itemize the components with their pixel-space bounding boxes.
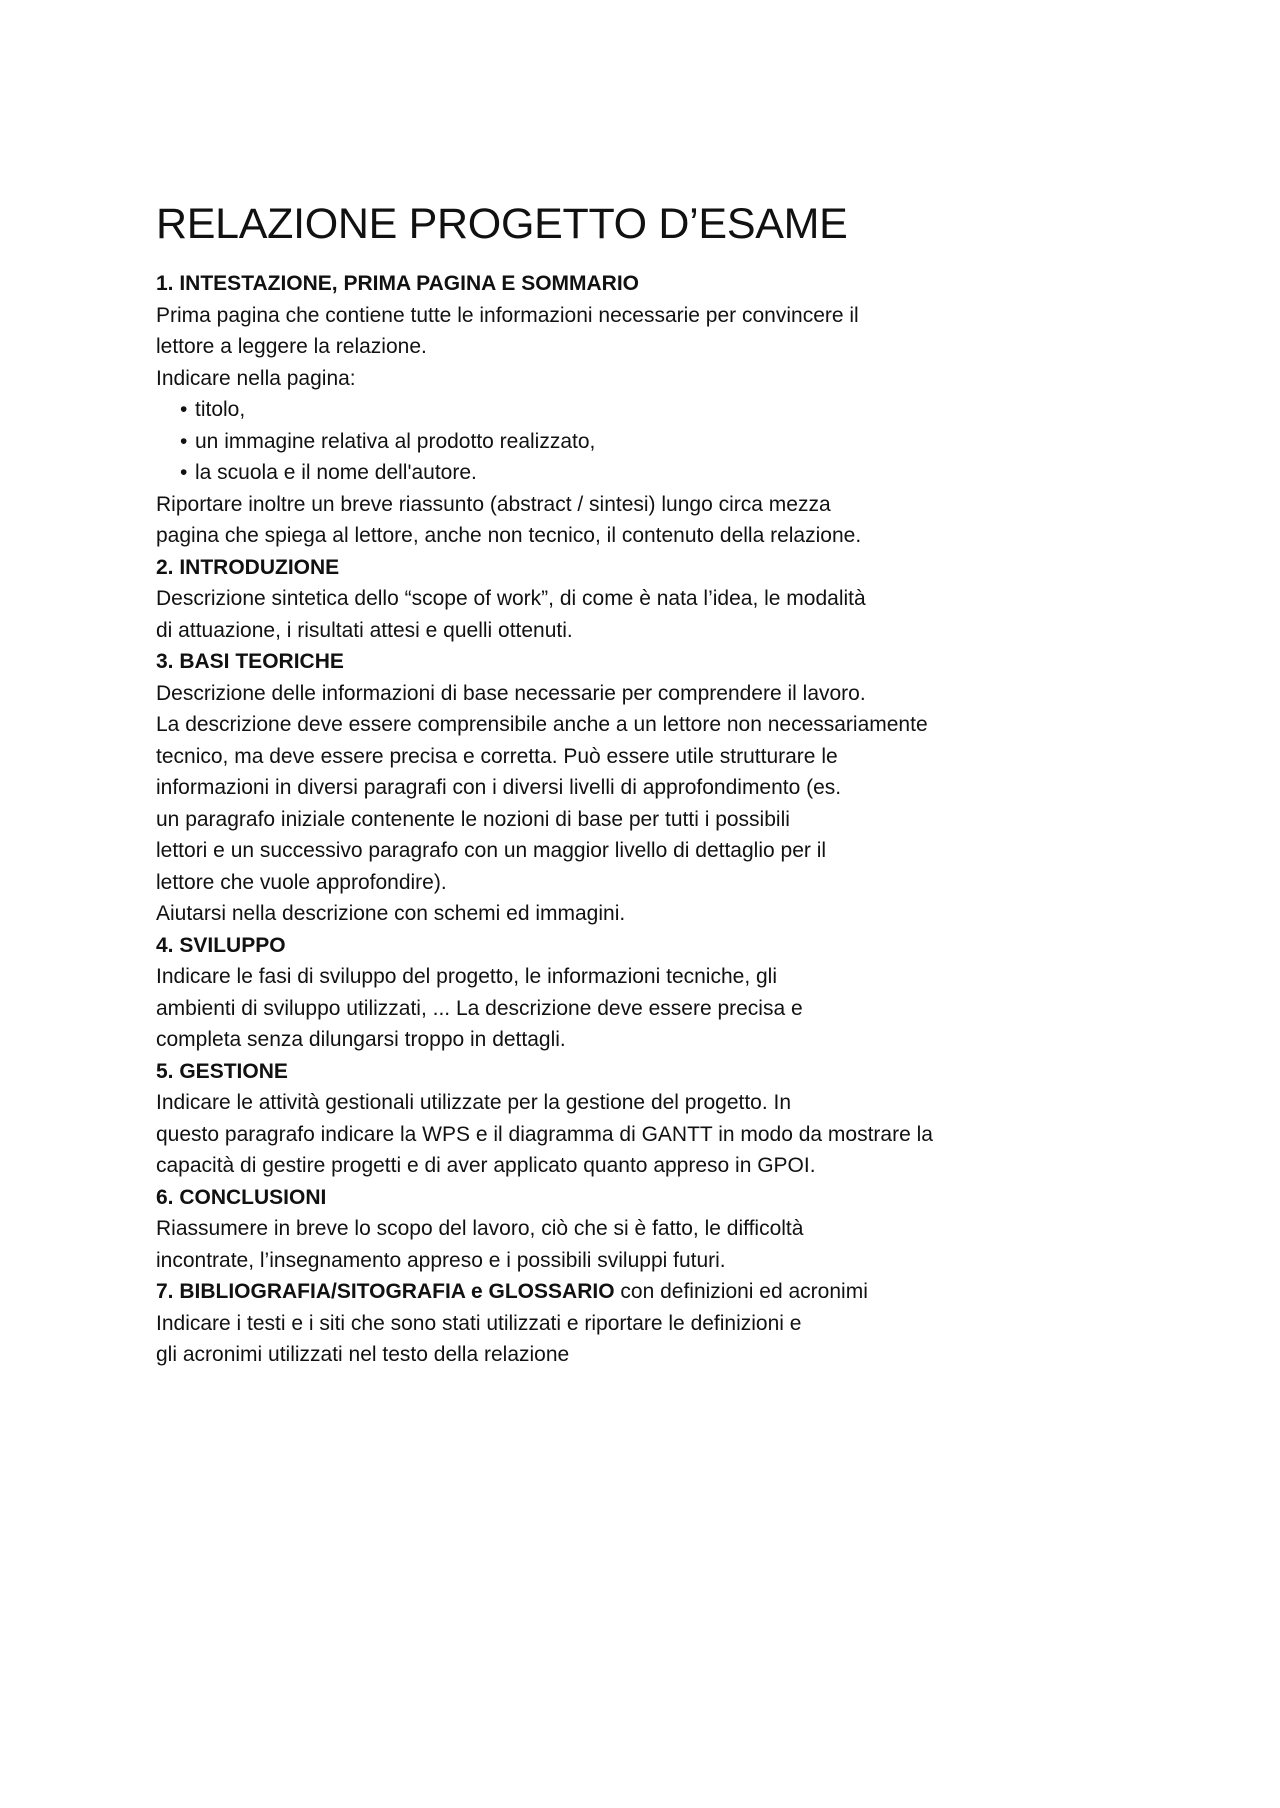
- paragraph-line: Descrizione sintetica dello “scope of work”, di come è nata l’idea, le modalità: [156, 587, 866, 610]
- list-item: • un immagine relativa al prodotto realizzato,: [180, 426, 1156, 458]
- paragraph-line: ambienti di sviluppo utilizzati, ... La descrizione deve essere precisa e: [156, 996, 803, 1020]
- paragraph-line: Indicare nella pagina:: [156, 366, 356, 390]
- section-heading: 1. INTESTAZIONE, PRIMA PAGINA E SOMMARIO: [156, 272, 640, 295]
- section-introduzione: [156, 552, 1156, 647]
- paragraph-line: informazioni in diversi paragrafi con i diversi livelli di approfondimento (es.: [156, 776, 842, 799]
- section-heading: 5. GESTIONE: [156, 1059, 288, 1083]
- paragraph-line: Descrizione delle informazioni di base necessarie per comprendere il lavoro.: [156, 681, 866, 705]
- section-heading-suffix: con definizioni ed acronimi: [620, 1280, 868, 1303]
- paragraph-line: La descrizione deve essere comprensibile anche a un lettore non necessariamente: [156, 713, 928, 736]
- paragraph-line: Indicare le fasi di sviluppo del progetto, le informazioni tecniche, gli: [156, 965, 778, 988]
- paragraph-line: Indicare i testi e i siti che sono stati utilizzati e riportare le definizioni e: [156, 1311, 802, 1335]
- section-heading: 3. BASI TEORICHE: [156, 650, 344, 673]
- paragraph-line: completa senza dilungarsi troppo in dettagli.: [156, 1028, 566, 1051]
- paragraph-line: Riportare inoltre un breve riassunto (abstract / sintesi) lungo circa mezza: [156, 492, 831, 516]
- paragraph-line: tecnico, ma deve essere precisa e corretta. Può essere utile strutturare le: [156, 744, 838, 768]
- list-item: • la scuola e il nome dell'autore.: [180, 457, 1156, 489]
- paragraph-line: pagina che spiega al lettore, anche non tecnico, il contenuto della relazione.: [156, 524, 862, 547]
- paragraph-line: incontrate, l’insegnamento appreso e i possibili sviluppi futuri.: [156, 1248, 726, 1272]
- section-heading: 6. CONCLUSIONI: [156, 1185, 327, 1209]
- section-intestazione: [156, 268, 1156, 552]
- paragraph-line: un paragrafo iniziale contenente le nozioni di base per tutti i possibili: [156, 807, 790, 831]
- paragraph-line: gli acronimi utilizzati nel testo della relazione: [156, 1343, 570, 1366]
- section-basi-teoriche: [156, 646, 1156, 930]
- paragraph-line: Riassumere in breve lo scopo del lavoro, ciò che si è fatto, le difficoltà: [156, 1217, 804, 1240]
- paragraph-line: capacità di gestire progetti e di aver applicato quanto appreso in GPOI.: [156, 1154, 816, 1177]
- section-sviluppo: [156, 930, 1156, 1056]
- section-heading: [156, 1276, 1156, 1308]
- paragraph-line: lettore che vuole approfondire).: [156, 870, 447, 894]
- section-heading-label: 7. BIBLIOGRAFIA/SITOGRAFIA e GLOSSARIO: [156, 1280, 615, 1303]
- document-body: [156, 198, 1156, 1371]
- list-item: • titolo,: [180, 394, 1156, 426]
- paragraph-line: Aiutarsi nella descrizione con schemi ed immagini.: [156, 902, 626, 925]
- paragraph-line: di attuazione, i risultati attesi e quelli ottenuti.: [156, 618, 573, 642]
- section-gestione: [156, 1056, 1156, 1182]
- section-heading: 2. INTRODUZIONE: [156, 555, 340, 579]
- page-title: RELAZIONE PROGETTO D’ESAME: [156, 200, 848, 248]
- section-bibliografia: [156, 1276, 1156, 1371]
- section-conclusioni: [156, 1182, 1156, 1277]
- paragraph-line: questo paragrafo indicare la WPS e il diagramma di GANTT in modo da mostrare la: [156, 1122, 933, 1146]
- section-heading: 4. SVILUPPO: [156, 933, 286, 957]
- bullet-list: [156, 394, 1156, 489]
- paragraph-line: lettori e un successivo paragrafo con un maggior livello di dettaglio per il: [156, 839, 827, 862]
- paragraph-line: Prima pagina che contiene tutte le informazioni necessarie per convincere il: [156, 303, 859, 327]
- paragraph-line: Indicare le attività gestionali utilizzate per la gestione del progetto. In: [156, 1091, 792, 1114]
- paragraph-line: lettore a leggere la relazione.: [156, 335, 427, 358]
